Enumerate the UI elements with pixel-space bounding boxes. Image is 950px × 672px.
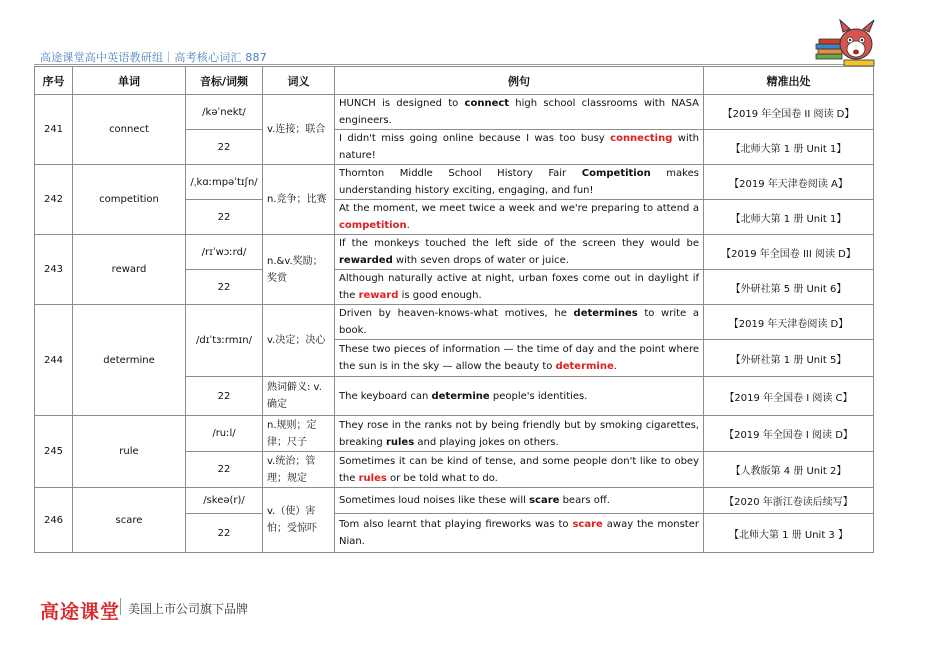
keyword: rules — [358, 472, 387, 484]
row-example: Thornton Middle School History Fair Competition makes understanding history exciting, engaging, and fun! — [335, 165, 704, 200]
keyword: connect — [464, 98, 510, 109]
row-phonetic: /ruːl/ — [186, 416, 263, 452]
row-meaning: n.竞争；比赛 — [263, 165, 335, 235]
table-row — [35, 488, 874, 514]
footer-tagline: 美国上市公司旗下品牌 — [128, 602, 249, 616]
row-frequency: 22 — [186, 514, 263, 553]
row-source: 【外研社第 5 册 Unit 6】 — [704, 270, 874, 305]
column-header-phonetic: 音标/词频 — [186, 67, 263, 95]
keyword: reward — [358, 290, 399, 301]
table-row — [35, 416, 874, 452]
keyword: determine — [555, 361, 614, 372]
row-example: Tom also learnt that playing fireworks was to scare away the monster Nian. — [335, 514, 704, 553]
row-frequency: 22 — [186, 452, 263, 488]
keyword: competition — [339, 220, 407, 231]
row-phonetic: /ˌkɑːmpəˈtɪʃn/ — [186, 165, 263, 200]
table-row — [35, 305, 874, 340]
keyword: rewarded — [339, 255, 393, 266]
table-header-row — [35, 67, 874, 95]
row-example: Sometimes loud noises like these will scare bears off. — [335, 488, 704, 514]
keyword: connecting — [610, 133, 673, 144]
keyword: determine — [431, 390, 490, 402]
keyword: determines — [573, 308, 638, 319]
row-example: These two pieces of information — the time of day and the point where the sun is in the sky — allow the beauty to determine. — [335, 340, 704, 377]
row-example: I didn't miss going online because I was too busy connecting with nature! — [335, 130, 704, 165]
keyword: scare — [572, 519, 603, 530]
table-row — [35, 235, 874, 270]
row-example: Sometimes it can be kind of tense, and some people don't like to obey the rules or be told what to do. — [335, 452, 704, 488]
row-index: 245 — [35, 416, 73, 488]
row-source: 【北师大第 1 册 Unit 1】 — [704, 200, 874, 235]
row-example: Although naturally active at night, urban foxes come out in daylight if the reward is good enough. — [335, 270, 704, 305]
row-source: 【2019 年全国卷 I 阅读 D】 — [704, 416, 874, 452]
table-row — [35, 95, 874, 130]
row-meaning: n.&v.奖励；奖赏 — [263, 235, 335, 305]
keyword: Competition — [581, 168, 651, 179]
row-index: 246 — [35, 488, 73, 553]
row-word: determine — [73, 305, 186, 416]
row-word: competition — [73, 165, 186, 235]
row-meaning-verb: v.统治；管理；规定 — [263, 452, 335, 488]
mascot-logo — [810, 16, 880, 68]
row-source: 【2019 年天津卷阅读 A】 — [704, 165, 874, 200]
row-source: 【2019 年全国卷 II 阅读 D】 — [704, 95, 874, 130]
row-phonetic: /kəˈnekt/ — [186, 95, 263, 130]
row-source: 【人教版第 4 册 Unit 2】 — [704, 452, 874, 488]
row-phonetic: /rɪˈwɔːrd/ — [186, 235, 263, 270]
row-example: At the moment, we meet twice a week and we're preparing to attend a competition. — [335, 200, 704, 235]
row-frequency: 22 — [186, 377, 263, 416]
column-header-word: 单词 — [73, 67, 186, 95]
row-source: 【2019 年全国卷 III 阅读 D】 — [704, 235, 874, 270]
column-header-source: 精准出处 — [704, 67, 874, 95]
row-index: 244 — [35, 305, 73, 416]
row-word: reward — [73, 235, 186, 305]
row-source: 【北师大第 1 册 Unit 1】 — [704, 130, 874, 165]
page-header: 高途课堂高中英语教研组｜高考核心词汇 887 — [40, 51, 267, 64]
column-header-index: 序号 — [35, 67, 73, 95]
row-frequency: 22 — [186, 270, 263, 305]
row-example: If the monkeys touched the left side of the screen they would be rewarded with seven drops of water or juice. — [335, 235, 704, 270]
row-example: They rose in the ranks not by being friendly but by smoking cigarettes, breaking rules and playing jokes on others. — [335, 416, 704, 452]
row-frequency: 22 — [186, 200, 263, 235]
row-index: 241 — [35, 95, 73, 165]
row-word: rule — [73, 416, 186, 488]
row-frequency: 22 — [186, 130, 263, 165]
row-meaning-rare: 熟词僻义: v.确定 — [263, 377, 335, 416]
row-source: 【外研社第 1 册 Unit 5】 — [704, 340, 874, 377]
row-index: 242 — [35, 165, 73, 235]
row-source: 【2019 年全国卷 I 阅读 C】 — [704, 377, 874, 416]
row-source: 【2019 年天津卷阅读 D】 — [704, 305, 874, 340]
table-row — [35, 165, 874, 200]
row-phonetic: /skeə(r)/ — [186, 488, 263, 514]
row-example: Driven by heaven-knows-what motives, he determines to write a book. — [335, 305, 704, 340]
keyword: scare — [529, 495, 560, 506]
row-word: scare — [73, 488, 186, 553]
row-meaning: n.规则；定律；尺子 — [263, 416, 335, 452]
keyword: rules — [385, 436, 415, 448]
header-divider — [34, 64, 872, 65]
row-meaning: v.（使）害怕；受惊吓 — [263, 488, 335, 553]
row-phonetic: /dɪˈtɜːrmɪn/ — [186, 305, 263, 377]
column-header-meaning: 词义 — [263, 67, 335, 95]
row-source: 【2020 年浙江卷读后续写】 — [704, 488, 874, 514]
row-meaning: v.决定；决心 — [263, 305, 335, 377]
row-example: HUNCH is designed to connect high school classrooms with NASA engineers. — [335, 95, 704, 130]
footer-logo: 高途课堂 — [40, 601, 121, 623]
row-source: 【北师大第 1 册 Unit 3 】 — [704, 514, 874, 553]
row-meaning: v.连接；联合 — [263, 95, 335, 165]
column-header-example: 例句 — [335, 67, 704, 95]
row-example: The keyboard can determine people's identities. — [335, 377, 704, 416]
vocabulary-table — [34, 66, 874, 553]
footer-divider — [120, 598, 121, 615]
row-word: connect — [73, 95, 186, 165]
row-index: 243 — [35, 235, 73, 305]
